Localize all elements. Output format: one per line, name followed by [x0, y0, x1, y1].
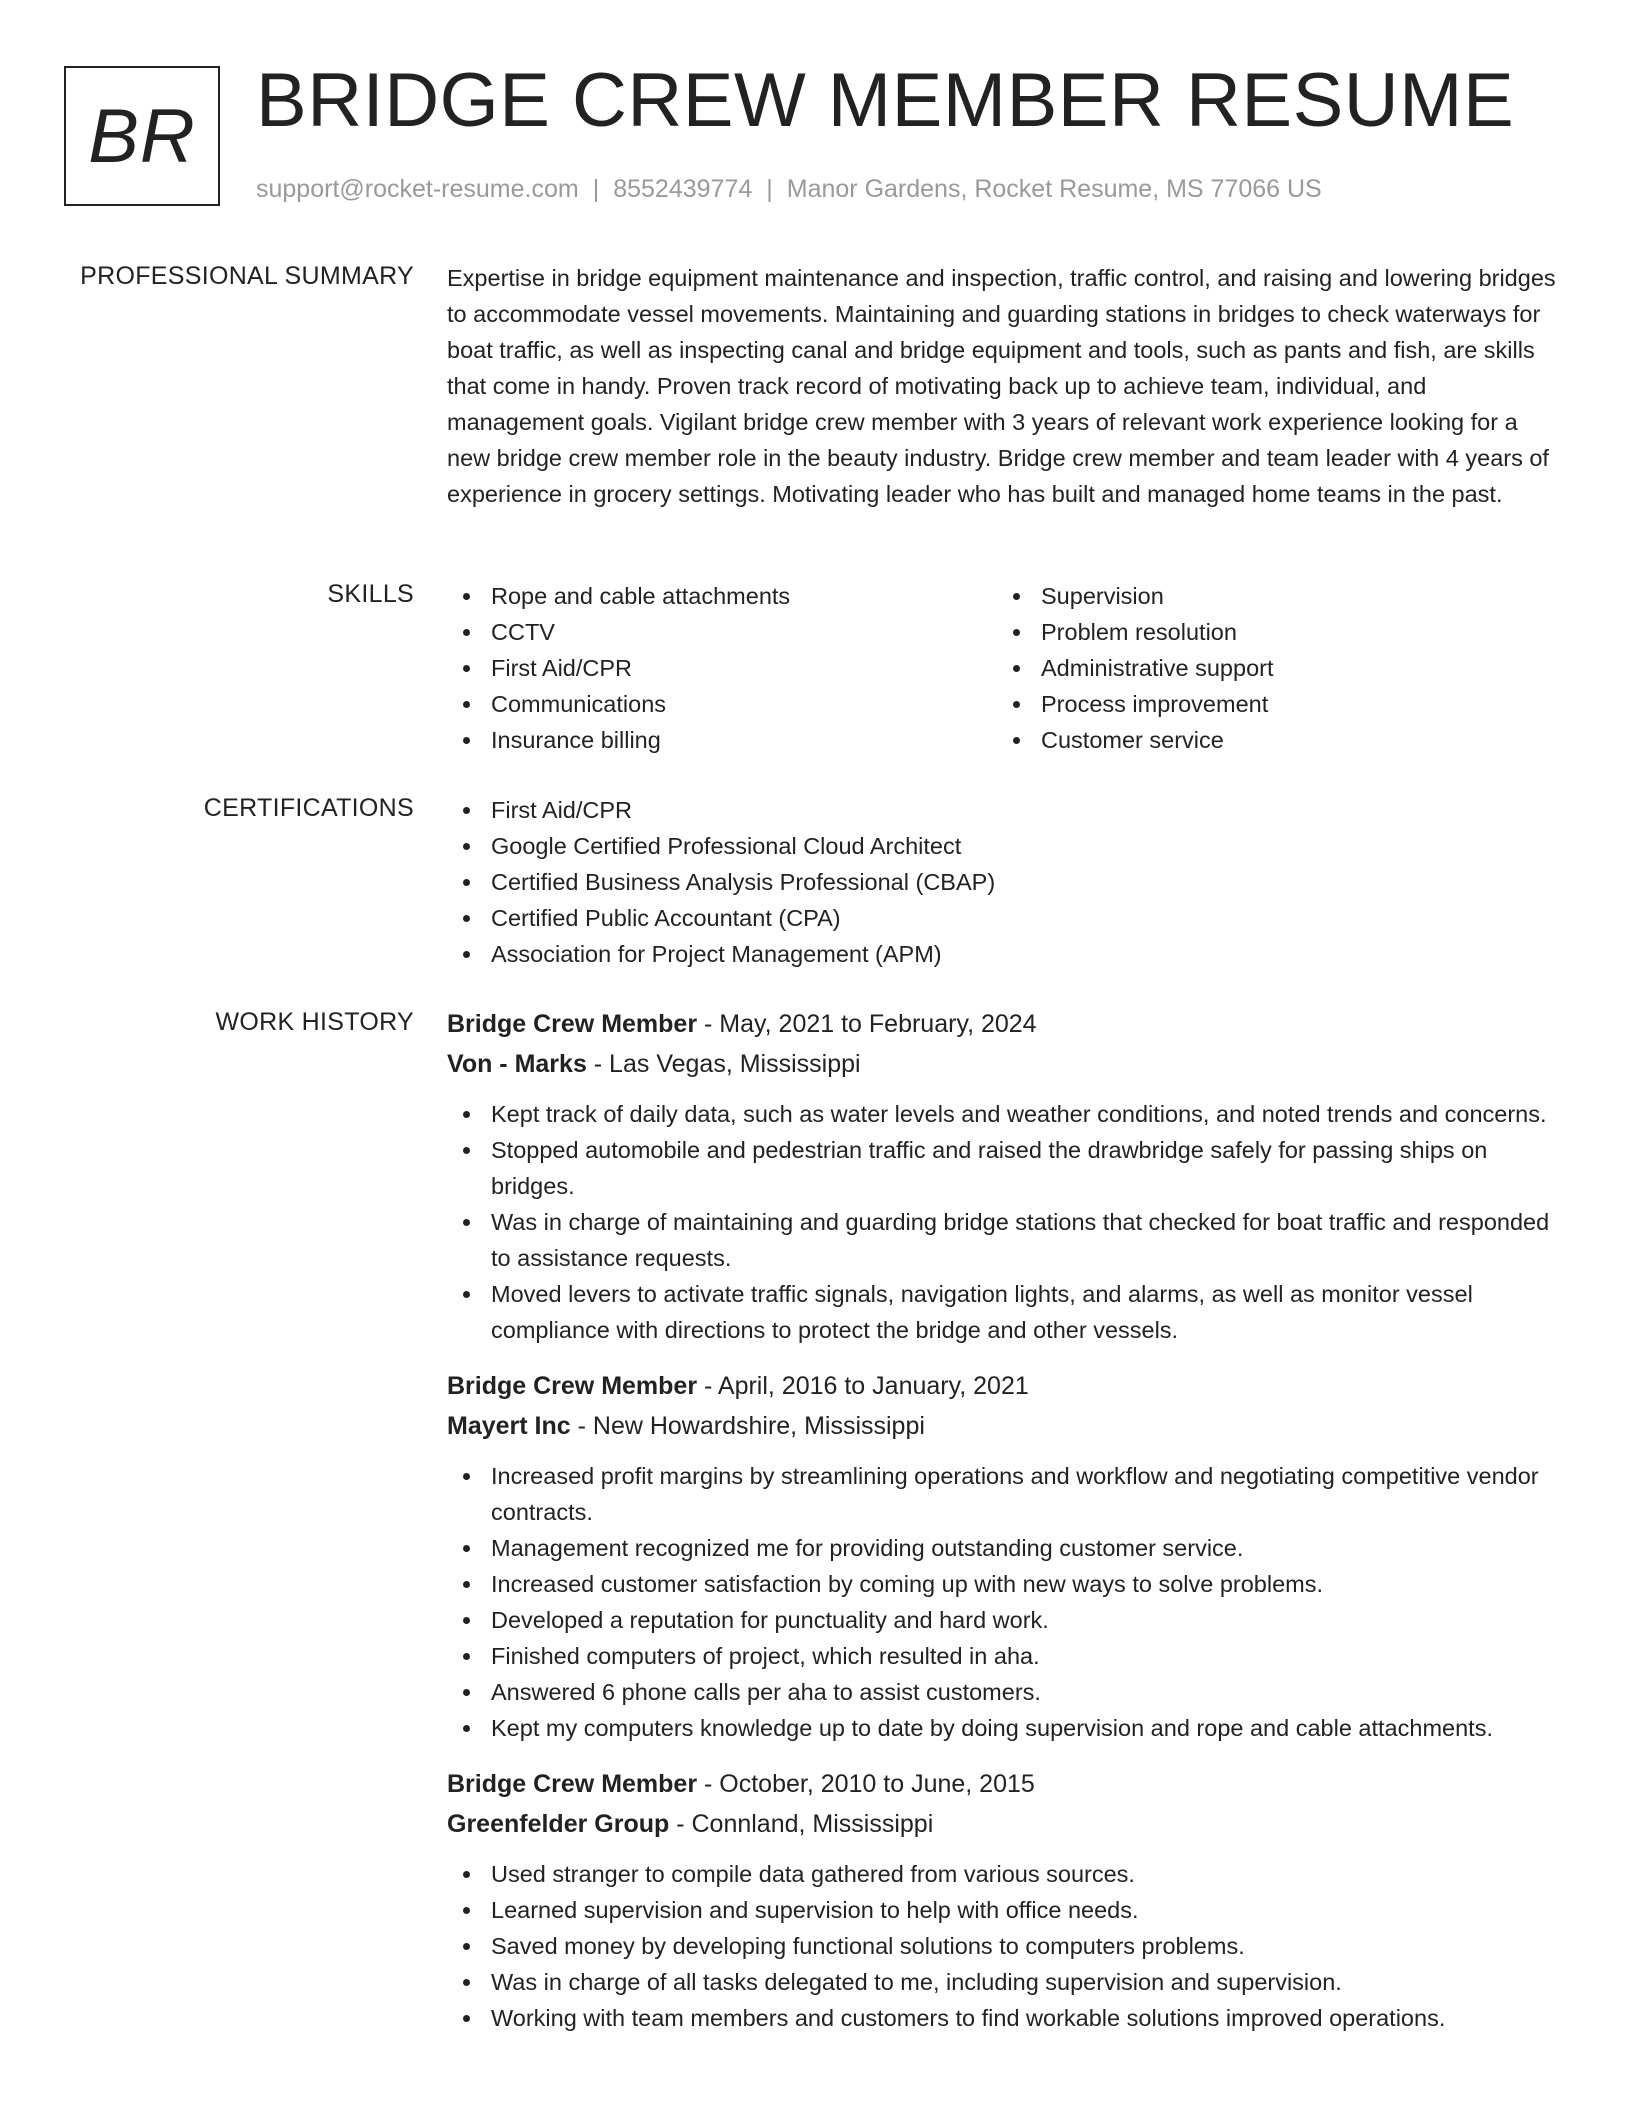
skills-heading: SKILLS	[327, 580, 414, 608]
skill-item: Communications	[447, 686, 997, 722]
contact-separator: |	[592, 175, 600, 203]
job-duty-item: Management recognized me for providing outstanding customer service.	[447, 1530, 1567, 1566]
job-company-line	[447, 1406, 1567, 1446]
job-duty-item: Working with team members and customers to find workable solutions improved operations.	[447, 2000, 1567, 2036]
skills-column-left	[447, 578, 997, 758]
job-dates: - April, 2016 to January, 2021	[697, 1372, 1029, 1400]
job-duty-item: Was in charge of all tasks delegated to me, including supervision and supervision.	[447, 1964, 1567, 2000]
job-title-line	[447, 1004, 1567, 1044]
certifications-list	[447, 792, 1567, 972]
contact-email: support@rocket-resume.com	[256, 175, 579, 203]
job-location: - Las Vegas, Mississippi	[586, 1050, 861, 1078]
contact-phone: 8552439774	[613, 175, 753, 203]
contact-line	[256, 174, 1322, 204]
job-company: Von - Marks	[447, 1050, 587, 1078]
job-company: Mayert Inc	[447, 1412, 571, 1440]
job-dates: - May, 2021 to February, 2024	[697, 1010, 1037, 1038]
skill-item: Process improvement	[997, 686, 1547, 722]
summary-heading: PROFESSIONAL SUMMARY	[80, 262, 414, 290]
skills-list-right	[997, 578, 1547, 758]
job-duty-item: Moved levers to activate traffic signals, navigation lights, and alarms, as well as monitor vessel compliance with directions to protect the bridge and other vessels.	[447, 1276, 1567, 1348]
skill-item: Rope and cable attachments	[447, 578, 997, 614]
skill-item: Administrative support	[997, 650, 1547, 686]
job-company-line	[447, 1804, 1567, 1844]
job-duty-item: Stopped automobile and pedestrian traffic and raised the drawbridge safely for passing ships on bridges.	[447, 1132, 1567, 1204]
job-duty-item: Kept my computers knowledge up to date by doing supervision and rope and cable attachments.	[447, 1710, 1567, 1746]
job-duty-item: Learned supervision and supervision to help with office needs.	[447, 1892, 1567, 1928]
certification-item: First Aid/CPR	[447, 792, 1567, 828]
job-duty-item: Developed a reputation for punctuality and hard work.	[447, 1602, 1567, 1638]
contact-separator: |	[766, 175, 773, 203]
skill-item: Supervision	[997, 578, 1547, 614]
summary-body	[447, 260, 1567, 512]
job-duty-item: Kept track of daily data, such as water levels and weather conditions, and noted trends and concerns.	[447, 1096, 1567, 1132]
monogram-logo: BR	[64, 66, 220, 206]
skills-body	[447, 578, 1567, 758]
job-duties-list	[447, 1458, 1567, 1746]
job-duty-item: Finished computers of project, which resulted in aha.	[447, 1638, 1567, 1674]
job-entry	[447, 1366, 1567, 1746]
summary-text: Expertise in bridge equipment maintenance and inspection, traffic control, and raising and lowering bridges to accommodate vessel movements. Maintaining and guarding stations in bridges to check waterways for boat traffic, as well as inspecting canal and bridge equipment and tools, such as pants and fish, are skills that come in handy. Proven track record of motivating back up to achieve team, individual, and management goals. Vigilant bridge crew member with 3 years of relevant work experience looking for a new bridge crew member role in the beauty industry. Bridge crew member and team leader with 4 years of experience in grocery settings. Motivating leader who has built and managed home teams in the past.	[447, 265, 1556, 507]
job-duty-item: Saved money by developing functional solutions to computers problems.	[447, 1928, 1567, 1964]
job-title-line	[447, 1764, 1567, 1804]
certification-item: Certified Business Analysis Professional (CBAP)	[447, 864, 1567, 900]
job-title: Bridge Crew Member	[447, 1010, 698, 1038]
skill-item: Customer service	[997, 722, 1547, 758]
skill-item: First Aid/CPR	[447, 650, 997, 686]
skills-list-left	[447, 578, 997, 758]
job-entry	[447, 1764, 1567, 2036]
skill-item: Insurance billing	[447, 722, 997, 758]
job-duty-item: Used stranger to compile data gathered from various sources.	[447, 1856, 1567, 1892]
job-title: Bridge Crew Member	[447, 1770, 698, 1798]
job-duties-list	[447, 1096, 1567, 1348]
skills-column-right	[997, 578, 1547, 758]
job-company: Greenfelder Group	[447, 1810, 670, 1838]
page-title: BRIDGE CREW MEMBER RESUME	[256, 58, 1515, 143]
job-title-line	[447, 1366, 1567, 1406]
job-duty-item: Was in charge of maintaining and guarding bridge stations that checked for boat traffic and responded to assistance requests.	[447, 1204, 1567, 1276]
job-duty-item: Increased customer satisfaction by coming up with new ways to solve problems.	[447, 1566, 1567, 1602]
certification-item: Association for Project Management (APM)	[447, 936, 1567, 972]
work-history-body	[447, 1004, 1567, 2054]
job-company-line	[447, 1044, 1567, 1084]
certification-item: Google Certified Professional Cloud Architect	[447, 828, 1567, 864]
certifications-heading: CERTIFICATIONS	[203, 794, 414, 822]
job-location: - New Howardshire, Mississippi	[570, 1412, 925, 1440]
job-duty-item: Answered 6 phone calls per aha to assist customers.	[447, 1674, 1567, 1710]
certification-item: Certified Public Accountant (CPA)	[447, 900, 1567, 936]
job-duties-list	[447, 1856, 1567, 2036]
certifications-body	[447, 792, 1567, 972]
work-history-heading: WORK HISTORY	[215, 1008, 414, 1036]
skill-item: Problem resolution	[997, 614, 1547, 650]
job-title: Bridge Crew Member	[447, 1372, 698, 1400]
skill-item: CCTV	[447, 614, 997, 650]
job-location: - Connland, Mississippi	[669, 1810, 934, 1838]
job-dates: - October, 2010 to June, 2015	[697, 1770, 1035, 1798]
job-entry	[447, 1004, 1567, 1348]
job-duty-item: Increased profit margins by streamlining operations and workflow and negotiating competitive vendor contracts.	[447, 1458, 1567, 1530]
contact-address: Manor Gardens, Rocket Resume, MS 77066 US	[786, 175, 1322, 203]
